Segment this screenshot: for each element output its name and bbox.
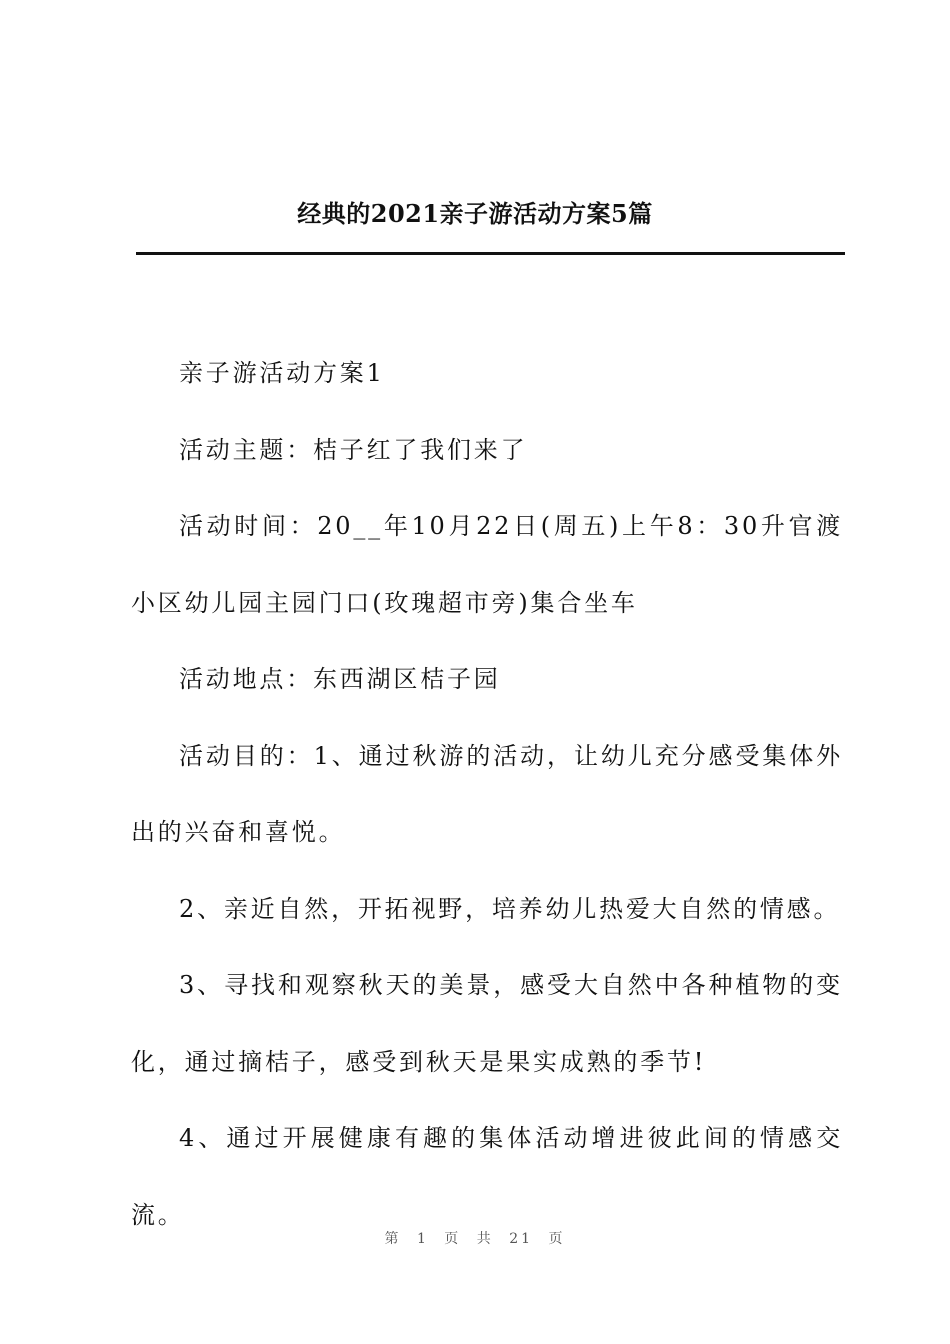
paragraph-theme: 活动主题：桔子红了我们来了 bbox=[179, 435, 528, 464]
section-heading: 亲子游活动方案1 bbox=[179, 359, 385, 387]
page-number-footer: 第 1 页 共 21 页 bbox=[384, 1231, 566, 1247]
paragraph-time: 活动时间：20__年10月22日(周五)上午8：30升官渡小区幼儿园主园门口(玫瑰超市旁)集合坐车 bbox=[131, 512, 843, 617]
paragraph-location: 活动地点：东西湖区桔子园 bbox=[179, 665, 501, 693]
paragraph-goal-3: 3、寻找和观察秋天的美景，感受大自然中各种植物的变化，通过摘桔子，感受到秋天是果实成熟的季节! bbox=[131, 971, 843, 1076]
paragraph-goal-1: 活动目的：1、通过秋游的活动，让幼儿充分感受集体外出的兴奋和喜悦。 bbox=[131, 741, 843, 846]
paragraph-goal-4: 4、通过开展健康有趣的集体活动增进彼此间的情感交流。 bbox=[131, 1124, 843, 1229]
document-title: 经典的2021亲子游活动方案5篇 bbox=[297, 199, 653, 228]
title-divider bbox=[136, 252, 845, 255]
document-body bbox=[131, 335, 843, 1253]
paragraph-goal-2: 2、亲近自然，开拓视野，培养幼儿热爱大自然的情感。 bbox=[179, 894, 841, 923]
